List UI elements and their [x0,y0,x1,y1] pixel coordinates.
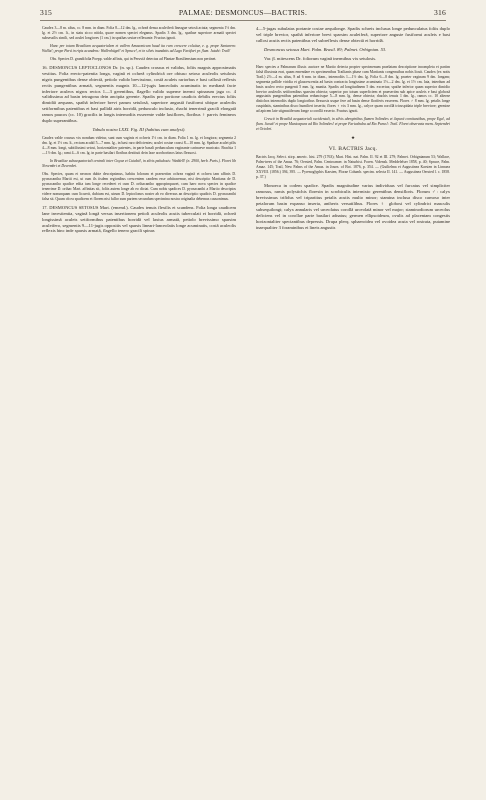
species-17-detail: Haec species a Palmarum illustr. auctore ne Martio detecta propter specimenum praelatam descriptione incompleta et partim falsâ illustrata erat, quam emendare ex specimenibus Trailianis phase cum Martianis congenuibus nobis licuit. Caudex (ex notis Trail.) 2½—4 m. altus, 8 ad 6 mm. in diam., internodiis 1—1½ dm. lg. Folia 6—8 dm. lg. praeter vaginam 9 dm. longam; segmenta pallide viridia et glaucescentia ad basin contracta longissime acuminata 1½—2 dm. lg. et 1½ cm. lata, interdum ad basis aculeo recto pungenti 5 mm. lg. munita. Spadix ad longitudinem 5 dm. excertus; spathe inferior quam superior dimidio brevior aculeolis setiformibus sparsim obtecta; superior pro totum superficiem et praesertim sub apice aculeis e basi globosâ angustatis pungentibus patentibus reduncisque 5—8 mm. lg. dense obtecta; rhachis tenuis 1 dm. lg., ramos cc. 10 alterne distichos internodiis duplo longioribus flexuosis usque fere ad basin dense floriferis exserens. Flores ♂ 8 mm. lg. petalis longe cuspidatis, staminibus disco humilieri insertis; flores ♀ vix 3 mm. lg., calyce quam corollâ tricuspidata triple breviore; germine ad apicem late stigmatiferum longe a corollâ exserto. Fructus ignoti. [256,64,450,114]
genus-citations: Bactris Jacq. Select. stirp. americ. hist. 279 (1763); Mart. Hist. nat. Palm. II. 92 et III. 279; Palmet. Orbignianum 53; Wallace, Palm-trees of the Amaz. 76; Oersted, Palm. Centroamer. in Naturhist. Foren. Vidensk. Meddelelser 1858, p. 40; Spruce, Palm. Amaz. 145; Trail, New Palms of the Amaz. in Journ. of Bot. 1876, p. 354. — (Guilielma et Augustinea Karsten in Linnaea XXVIII. (1856.) 394, 395. — Pyrenoglyphis Karsten, Florae Columb. specim. selecta II. 141. — Augustinea Oersted l. c. 1858. p. 37.) [256,155,450,179]
species-17-description: 17. DESMONCUS SETOSUS Mart. (emend.). Caudex tenuis flexilis et scandens. Folia longa caudicem lane investientia, vaginâ longâ versus insertionem petioli aculeolis acutis tuberculati et horridâ, ochreâ longissimâ aculeis setiformibus patentibus horridâ vel laxius armatâ, petiolo brevissimo sparsim aculeifero, segmentis 9—11-jugis oppositis vel sparsis lineari-lanceolatis longe acuminatis, costâ aculeolis reflexis hinc inde sparsis armatâ, flagello tenero gracili spinas [42,204,236,234]
section-divider-star: ★ [350,135,356,141]
species-17-locality: Crescit in Brasiliâ aequatoriali occidentali, in silvis aberginibus flumen Solimões et Japurá comitantibus, prope Ega!, ad flum. Juruá! et prope Manicapura ad Rio Solimões! et prope Faricabuba ad Rio Purus!: Trail. Floret observata mens. Septembri et Octobri. [256,117,450,132]
page-number-left: 315 [40,8,52,17]
right-column [256,26,450,234]
species-16-description: 16. DESMONCUS LEPTOCLONOS Dr. (n. sp.). Caudex crassus et validus, foliis magnis approximatis vestitus. Folia erecto-patentia longa, vaginâ et ochreâ cylindricâ ore obtuso setoso aculeolis setulosis nigris pungentibus dense obtectâ, petiolo valido brevissimo, costâ aculeis rariorbus e basi callosâ reflexis rectis pungentibus armatâ, segmentis magnis 10—12-jugis lanceolatis acuminatis in medianâ facie inferiore aculeos nigros rectos 1—3 gerentibus, flagello valido superne inermi spinarum jaga cc. 4 validissima ad basin tetragona dein ancipita gerente. Spadix pro portione caudicis debilis erectus foliis dimidiâ aequans, spathâ inferiore brevi parum setulosâ, superiore angustâ fusiformi ubique aculeolis setiformibus patentibus et basi pallidâ atris horridâ, pedunculo inclusio, rhachi tenerrimâ gracili elongatâ ramos paucos (cc. 10) gracilis in longis internodiis exserente valde laxiflores, floribus ♀ parvis femineos duplo superantibus. [42,64,236,124]
species-16-observation: Obs. Species, quam et necnon dubie descripsimus, habitu folorum et praesertim ochrea vaginâ et ochrea tam affinis D. pycnacantha Martii est, ut cum ils iisdem regionibus crescentem candem esse arbitraremur, nisi descriptio Martiana de D. pycnacantho spadice edita tam longe recederet et cum D. orthacantho appropinquaret, cum haec nova species in spadice tenerrime D. orthac Mart. affinitas sit, foliis autem longe ab eo dictat. Cum nobis spadices D. pycnacanthi a Martio descriptos videre nonunquam cum licuerit, dubium est, utrum D. leptoclonos noster ab eo diversus an descriptio spadicis D. pycnacanthi falsa sit. Quum ob ea spadicem et florem nisi fallor sum partem secundum specimina nostra originalia debemus causonimus. [42,171,236,201]
species-16-detail: Caudex valde crassus vix nondum videtur, sunt cum vaginis et ochreis 1½ cm. in diam. Folia 1 m. lg. et longiora; segmenta 2 dm. lg. et 1½ cm. lt., rectam acuâtî 5—7 mm. lg., in basi raro deficientes; aculei costae crassi 8—10 mm. lg. Spathae aculei pilis 4—8 mm. longi, subtilissimi setosi, horizontaliter patentes, in parte basali pedunculum vaginante carinaeve muricato. Brachia 1—1½ dm. lg.; rami 4—6 cm. lg. in parte basilari floribus destituti dein laxe acrobortinos latus flexuosi. [42,136,236,156]
left-column [42,26,236,237]
variety-paragraph: Var. β. mitescens Dr. foliorum vaginâ inermibus vix setulosis. [264,55,377,61]
description-paragraph: Caudex 3—8 m. altus, cc. 8 mm. in diam. Folia 8—12 dm. lg., ochreâ densa aculeiferâ lineague setosâ actata; segmenta 1½ dm. lg. et 2½ cm. lt., in statu sicco nitida, quare nomen speciei eleganus. Spadix 3 dm. lg., spathae superiore armatâ speciei subsessilis simili, sed aculei longiores (1 cm.) in spathas sesiae reflexante. Fructus ignoti. [42,26,236,40]
genus-heading: VI. BACTRIS Jacq. [328,146,378,153]
page-header [40,8,446,21]
running-title: PALMAE: DESMONCUS—BACTRIS. [178,8,308,17]
locality-paragraph: Hanc per totam Brasiliam aequatorialem et vallem Amazonicum haud ita raro crescere coluitur, e. g. prope Santarem: Wallis!; prope Pará in ripis acandens: Wallenhügel! et Spruce!, et in silvis inundatis ad Lago Faráfari pr. flum. Jutahi: Trail! [42,43,236,53]
plate-reference: Tabula nostra LXXI. Fig. III (habitus cum analysi). [92,127,186,133]
genus-description: Monoeca in codem spadice. Spadix magnitudine varius individuus vel furcatus vel simpliciter ramosus, ramis polystichis floresin in scrobiculis internixto gerentibus densifloris. Florum ♂: calyx brevissimus trifidus vel tripartitus petalis acutis multo minor; stamina inclusa disco carnoso inter petalorum basin expanso inserta, antheris versatilibus. Flores ♀ globosi vel cylindrici masculis subsequilongi; calyx annularis vel urceolatus corollâ urceolatâ minor vel major; staminodiorum urceolus deficiens vel in corollae parte basilari adnatus; germen ellipsoideum, ovulis ad placentam congestis horizontaliter spectantibus depressis. Drupa plerq. sphaeroidea vel ovoidea acuta vel rostrata, putamine inaequaliter 3 foraminibus et lineis angustis [256,182,450,230]
page-number-right: 316 [433,8,446,17]
observation-paragraph: Obs. Species D. grandifolia Poepp. valde affinis, qui in Peruviâ detectus ad Plantae Brasiliensium non pertinet. [50,56,217,61]
species-16-locality: In Brasiliae subaequatoriali centrali inter Goyaz et Cuiabá!, in silvis paludosis: Weddell! (n. 2900, herb. Paris.). Floret lib Novembri et Decembri. [42,159,236,168]
species-17-continued: 4—5-jugas subulatas portante costae aequilonge. Spadix schreis inclusus longe pedunculatus foliis duplo vel triple brevior, spathâ inferiore brevi sparsim aculeiferâ, superiore anguste fusiformi aculeis e basi callosi acutis rectis patentibus vel subreflexis dense obtectâ et horridâ. [256,26,450,43]
synonymy-paragraph: Desmoncus setosus Mart. Palm. Brasil. 89; Palmet. Orbignian. 53. [264,46,387,52]
